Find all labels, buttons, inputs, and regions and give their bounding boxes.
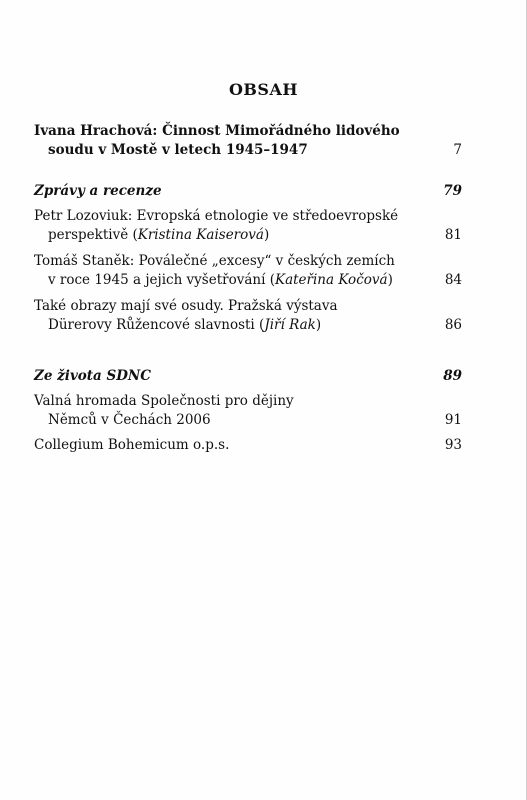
toc-entry-line: soudu v Mostě v letech 1945–1947 — [48, 142, 308, 158]
toc-page-number: 84 — [444, 272, 462, 288]
toc-entry — [34, 207, 462, 245]
toc-page-number: 86 — [444, 317, 462, 333]
toc-entry-text — [34, 252, 442, 290]
toc-section-heading — [34, 367, 462, 386]
toc-page-number: 89 — [443, 368, 462, 384]
toc-entry — [34, 436, 462, 455]
toc-entry — [34, 252, 462, 290]
reviewer-name: Jiří Rak — [264, 317, 316, 333]
toc-entry-line: Také obrazy mají své osudy. Pražská výstava — [34, 298, 338, 314]
toc-entry — [34, 297, 462, 335]
toc-entry-line: Valná hromada Společnosti pro dějiny — [34, 393, 294, 409]
toc-entry-text — [34, 207, 442, 245]
toc-entry-line-text: ) — [387, 272, 393, 288]
toc-entry-line: Petr Lozoviuk: Evropská etnologie ve středoevropské — [34, 208, 399, 224]
toc-section-label: Zprávy a recenze — [34, 183, 162, 199]
toc-entry-text — [34, 122, 442, 160]
reviewer-name: Kristina Kaiserová — [137, 227, 264, 243]
toc-entry-line-text: perspektivě ( — [48, 227, 138, 243]
toc-page-number: 93 — [444, 437, 462, 453]
toc-section-heading — [34, 182, 462, 201]
toc-section-label: Ze života SDNC — [34, 368, 152, 384]
toc-entry-line: Němců v Čechách 2006 — [48, 412, 211, 428]
page-title: OBSAH — [228, 80, 299, 99]
toc-entry-line-text: v roce 1945 a jejich vyšetřování ( — [48, 272, 275, 288]
toc-entry-line — [34, 226, 418, 245]
toc-page-number: 81 — [444, 227, 462, 243]
table-of-contents — [34, 122, 462, 455]
toc-page-number: 7 — [453, 142, 462, 158]
toc-entry-text — [34, 297, 442, 335]
toc-entry-line-text: Dürerovy Růžencové slavnosti ( — [48, 317, 265, 333]
toc-entry-text — [34, 436, 442, 455]
toc-entry-line: Tomáš Staněk: Poválečné „excesy“ v českých zemích — [34, 253, 395, 269]
toc-entry-line: Ivana Hrachová: Činnost Mimořádného lidového — [34, 123, 400, 139]
toc-entry-text — [34, 392, 442, 430]
toc-entry-line — [34, 316, 418, 335]
reviewer-name: Kateřina Kočová — [274, 272, 388, 288]
toc-entry — [34, 392, 462, 430]
toc-entry-line: Collegium Bohemicum o.p.s. — [34, 437, 230, 453]
toc-entry — [34, 122, 462, 160]
toc-page-number: 91 — [444, 412, 462, 428]
toc-entry-line — [34, 271, 418, 290]
toc-page-number: 79 — [443, 183, 462, 199]
toc-entry-line-text: ) — [263, 227, 270, 243]
toc-entry-line-text: ) — [315, 317, 322, 333]
